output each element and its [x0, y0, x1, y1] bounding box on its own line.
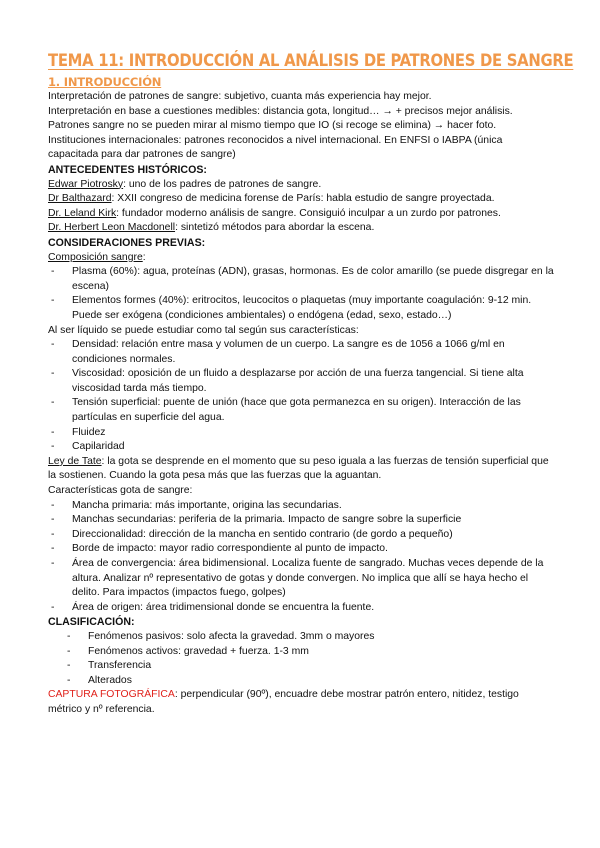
intro-line: Interpretación de patrones de sangre: subjetivo, cuanta más experiencia hay mejor. — [48, 91, 432, 102]
list-item: - Transferencia — [48, 659, 554, 674]
list-item: - Elementos formes (40%): eritrocitos, leucocitos o plaquetas (muy importante coagulación: 9-12 min. Puede ser exógena (condiciones ambientales) o endógena (edad, sexo, estado…) — [48, 294, 554, 323]
antecedente-text: : sintetizó métodos para abordar la escena. — [175, 222, 375, 234]
list-item: - Área de convergencia: área bidimensional. Localiza fuente de sangrado. Muchas veces depende de la altura. Analizar nº representativo de gotas y donde convergen. No implica que allí se haya hecho el delito. Para impactos (impactos fuego, golpes) — [48, 557, 554, 601]
intro-line: Instituciones internacionales: patrones reconocidos a nivel internacional. En ENFSI o IABPA (única capacitada para dar patrones de sangre) — [48, 134, 503, 161]
list-item: - Fenómenos pasivos: solo afecta la gravedad. 3mm o mayores — [48, 630, 554, 645]
antecedente-item — [48, 178, 554, 193]
section-subtitle: 1. INTRODUCCIÓN — [48, 75, 162, 89]
list-item: - Fluidez — [48, 426, 554, 441]
liquido-intro: Al ser líquido se puede estudiar como tal según sus características: — [48, 324, 359, 336]
ley-tate-label: Ley de Tate — [48, 455, 102, 467]
antecedentes-list — [48, 178, 554, 236]
list-item: - Mancha primaria: más importante, origina las secundarias. — [48, 499, 554, 514]
antecedente-name: Edwar Piotrosky — [48, 178, 124, 190]
antecedentes-heading: ANTECEDENTES HISTÓRICOS: — [48, 163, 207, 176]
composicion-list — [48, 265, 554, 323]
list-item: - Capilaridad — [48, 440, 554, 455]
clasificacion-heading: CLASIFICACIÓN: — [48, 616, 135, 629]
antecedente-name: Dr. Leland Kirk — [48, 207, 117, 219]
gota-intro: Características gota de sangre: — [48, 485, 193, 497]
captura-label: CAPTURA FOTOGRÁFICA — [48, 689, 175, 701]
antecedente-text: : fundador moderno análisis de sangre. Consiguió inculpar a un zurdo por patrones. — [116, 207, 501, 219]
caracteristicas-list — [48, 338, 554, 455]
captura-paragraph — [48, 688, 554, 717]
document-page — [48, 50, 574, 718]
ley-tate-paragraph — [48, 455, 554, 484]
list-item: - Borde de impacto: mayor radio correspondiente al punto de impacto. — [48, 542, 554, 557]
antecedente-name: Dr. Herbert Leon Macdonell — [48, 222, 176, 234]
list-item: - Viscosidad: oposición de un fluido a desplazarse por acción de una fuerza tangencial. Si tiene alta viscosidad tarda más tiempo. — [48, 367, 554, 396]
gota-list — [48, 499, 554, 616]
antecedente-text: : uno de los padres de patrones de sangre. — [123, 178, 322, 190]
page-title: TEMA 11: INTRODUCCIÓN AL ANÁLISIS DE PATRONES DE SANGRE — [48, 51, 574, 70]
list-item: - Fenómenos activos: gravedad + fuerza. 1-3 mm — [48, 645, 554, 660]
list-item: - Tensión superficial: puente de unión (hace que gota permanezca en su origen). Interacción de las partículas en superficie del agua. — [48, 396, 554, 425]
antecedente-text: : XXII congreso de medicina forense de París: habla estudio de sangre proyectada. — [111, 193, 495, 205]
antecedente-item — [48, 192, 554, 207]
list-item: - Direccionalidad: dirección de la mancha en sentido contrario (de gordo a pequeño) — [48, 528, 554, 543]
intro-line: Interpretación en base a cuestiones medibles: distancia gota, longitud… → + precisos mejor análisis. — [48, 105, 513, 117]
antecedente-item — [48, 221, 554, 236]
intro-block — [48, 90, 554, 163]
ley-tate-text: : la gota se desprende en el momento que su peso iguala a las fuerzas de tensión superficial que la sostienen. Cuando la gota pesa más que las fuerzas que la aguantan. — [48, 455, 549, 482]
antecedente-item — [48, 207, 554, 222]
captura-text: : perpendicular (90º), encuadre debe mostrar patrón entero, nitidez, testigo métrico y nº referencia. — [48, 689, 519, 715]
list-item: - Manchas secundarias: periferia de la primaria. Impacto de sangre sobre la superficie — [48, 513, 554, 528]
composicion-label-line — [48, 251, 554, 266]
list-item: - Área de origen: área tridimensional donde se encuentra la fuente. — [48, 601, 554, 616]
antecedente-name: Dr Balthazard — [48, 193, 112, 205]
clasificacion-list — [48, 630, 554, 688]
list-item: - Alterados — [48, 674, 554, 689]
list-item: - Densidad: relación entre masa y volumen de un cuerpo. La sangre es de 1056 a 1066 g/ml en condiciones normales. — [48, 338, 554, 367]
intro-line: Patrones sangre no se pueden mirar al mismo tiempo que IO (si recoge se elimina) → hacer foto. — [48, 120, 497, 132]
consideraciones-heading: CONSIDERACIONES PREVIAS: — [48, 236, 206, 249]
list-item: - Plasma (60%): agua, proteínas (ADN), grasas, hormonas. Es de color amarillo (se puede disgregar en la escena) — [48, 265, 554, 294]
composicion-colon: : — [142, 251, 146, 263]
composicion-label: Composición sangre — [48, 251, 143, 263]
